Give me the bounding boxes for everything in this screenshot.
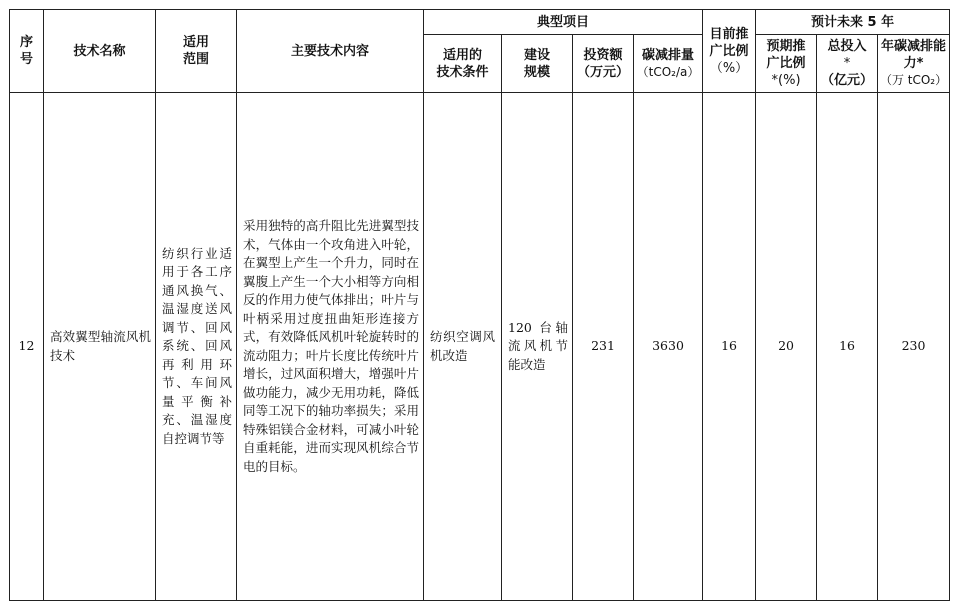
technology-table xyxy=(9,9,950,601)
cell-content: 采用独特的高升阻比先进翼型技术，气体由一个攻角进入叶轮，在翼型上产生一个升力，同时在翼腹上产生一个大小相等方向相反的作用力使气体排出；叶片与叶柄采用过度扭曲矩形连接方式，有效降低风机叶轮旋转时的流动阻力；叶片长度比传统叶片增长，过风面积增大，增强叶片做功能力，减少无用功耗，降低同等工况下的轴功率损失；采用特殊铝镁合金材料，可减小叶轮自重耗能，进而实现风机综合节电的目标。 xyxy=(237,93,424,601)
cell-scale: 120 台轴流风机节能改造 xyxy=(502,93,573,601)
cell-scope: 纺织行业适用于各工序通风换气、温湿度送风调节、回风系统、回风再利用环节、车间风量平衡补充、温湿度自控调节等 xyxy=(156,93,237,601)
cell-investment: 231 xyxy=(573,93,634,601)
cell-carbon-reduction: 3630 xyxy=(634,93,703,601)
header-annual-capacity: 年碳减排能 力* （万 tCO₂） xyxy=(878,35,950,93)
header-current-ratio: 目前推 广比例 （%） xyxy=(703,10,756,93)
cell-current-ratio: 16 xyxy=(703,93,756,601)
header-total-investment: 总投入 * （亿元） xyxy=(817,35,878,93)
cell-seq: 12 xyxy=(10,93,44,601)
cell-total-investment: 16 xyxy=(817,93,878,601)
table-container xyxy=(9,9,950,601)
header-typical-project: 典型项目 xyxy=(424,10,703,35)
header-investment: 投资额 （万元） xyxy=(573,35,634,93)
cell-expected-ratio: 20 xyxy=(756,93,817,601)
table-row xyxy=(10,93,950,601)
cell-annual-capacity: 230 xyxy=(878,93,950,601)
header-expected-ratio: 预期推 广比例 *(%) xyxy=(756,35,817,93)
header-tech-name: 技术名称 xyxy=(44,10,156,93)
header-condition: 适用的 技术条件 xyxy=(424,35,502,93)
header-seq: 序号 xyxy=(10,10,44,93)
cell-condition: 纺织空调风机改造 xyxy=(424,93,502,601)
header-scope: 适用范围 xyxy=(156,10,237,93)
header-scale: 建设 规模 xyxy=(502,35,573,93)
header-content: 主要技术内容 xyxy=(237,10,424,93)
header-carbon-reduction: 碳减排量 （tCO₂/a） xyxy=(634,35,703,93)
cell-tech-name: 高效翼型轴流风机技术 xyxy=(44,93,156,601)
header-row-1 xyxy=(10,10,950,35)
header-forecast-5-years: 预计未来 5 年 xyxy=(756,10,950,35)
